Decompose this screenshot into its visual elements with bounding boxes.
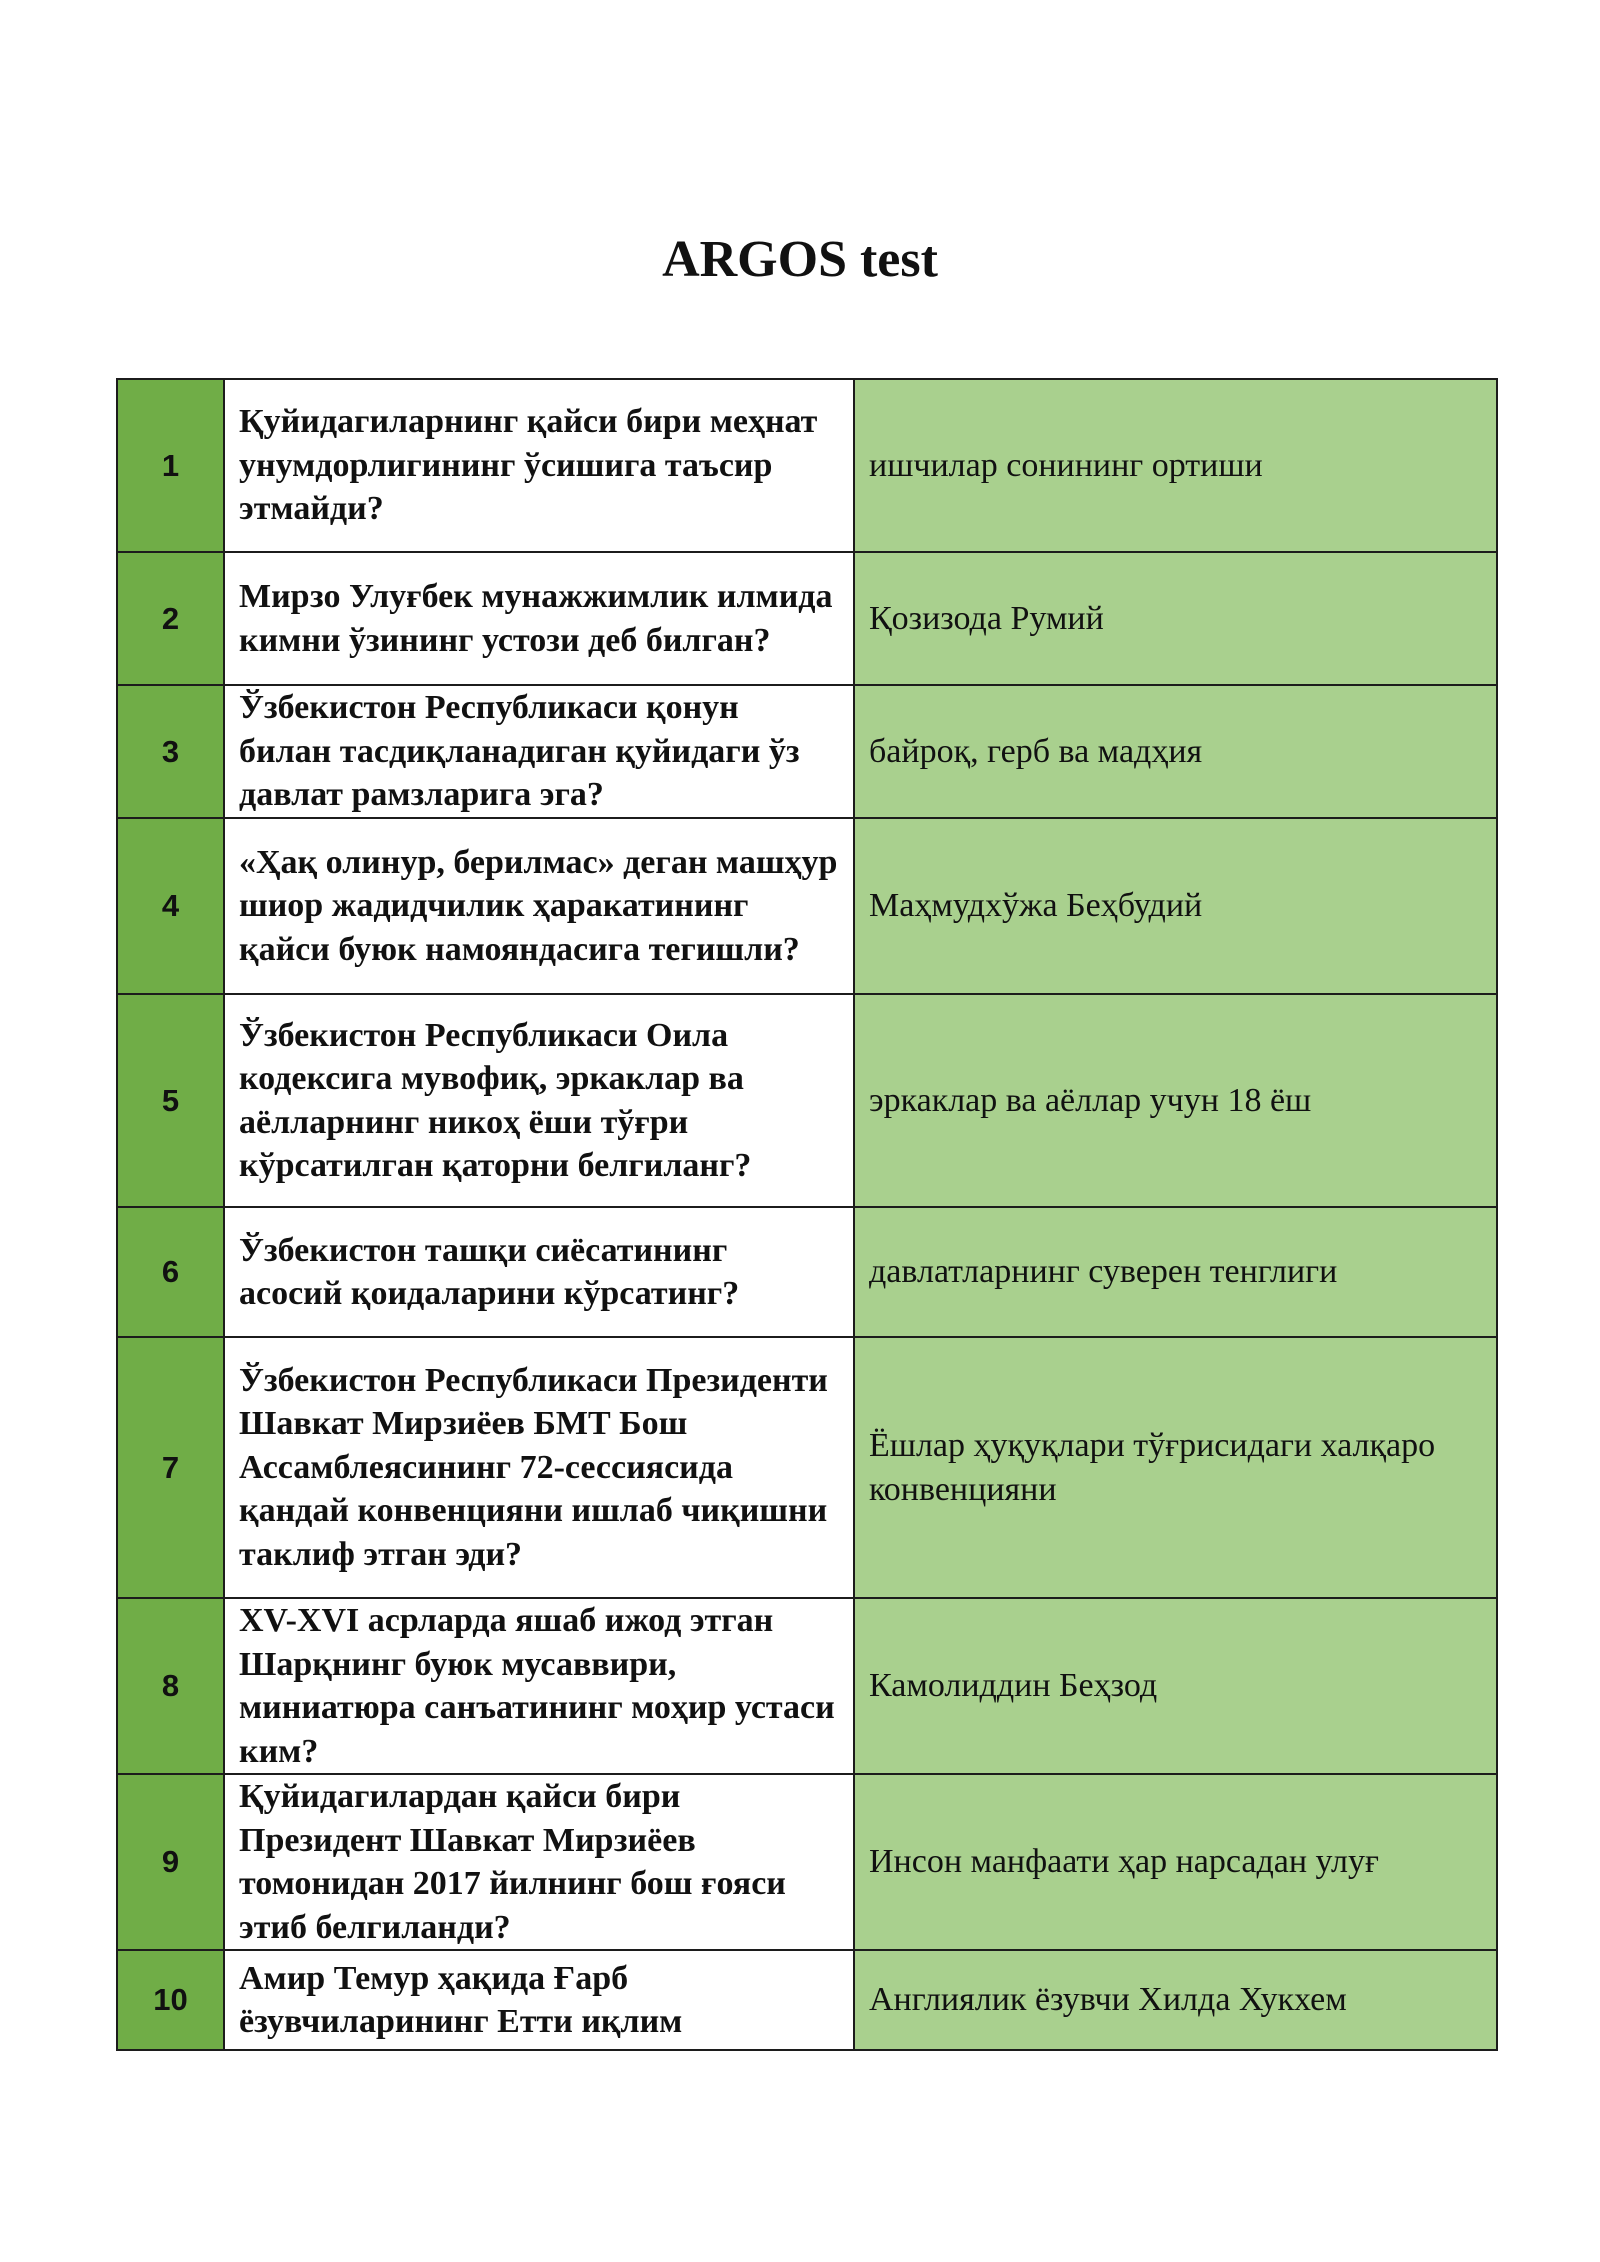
row-number: 3 (117, 685, 224, 818)
table-row (117, 994, 1497, 1207)
document-title: ARGOS test (662, 231, 938, 288)
row-number: 9 (117, 1774, 224, 1950)
answer-cell: эркаклар ва аёллар учун 18 ёш (854, 994, 1497, 1207)
answer-cell: Ёшлар ҳуқуқлари тўғрисидаги халқаро конвенцияни (854, 1337, 1497, 1598)
answer-cell: давлатларнинг суверен тенглиги (854, 1207, 1497, 1337)
row-number: 7 (117, 1337, 224, 1598)
table-row (117, 1598, 1497, 1774)
question-cell: Амир Темур ҳақида Ғарб ёзувчиларининг Етти иқлим (224, 1950, 854, 2050)
answer-cell: Қозизода Румий (854, 552, 1497, 685)
answer-cell: Камолиддин Беҳзод (854, 1598, 1497, 1774)
row-number: 6 (117, 1207, 224, 1337)
table-row (117, 1337, 1497, 1598)
question-cell: «Ҳақ олинур, берилмас» деган машҳур шиор жадидчилик ҳаракатининг қайси буюк намояндасига тегишли? (224, 818, 854, 994)
answer-cell: байроқ, герб ва мадҳия (854, 685, 1497, 818)
question-cell: Ўзбекистон Республикаси Оила кодексига мувофиқ, эркаклар ва аёлларнинг никоҳ ёши тўғри кўрсатилган қаторни белгиланг? (224, 994, 854, 1207)
row-number: 10 (117, 1950, 224, 2050)
question-cell: Ўзбекистон ташқи сиёсатининг асосий қоидаларини кўрсатинг? (224, 1207, 854, 1337)
table-row (117, 685, 1497, 818)
question-cell: Қуйидагилардан қайси бири Президент Шавкат Мирзиёев томонидан 2017 йилнинг бош ғояси этиб белгиланди? (224, 1774, 854, 1950)
table-row (117, 1207, 1497, 1337)
table-row (117, 818, 1497, 994)
question-cell: XV-XVI асрларда яшаб ижод этган Шарқнинг буюк мусаввири, миниатюра санъатининг моҳир устаси ким? (224, 1598, 854, 1774)
row-number: 5 (117, 994, 224, 1207)
table-row (117, 1950, 1497, 2050)
answer-cell: Англиялик ёзувчи Хилда Хукхем (854, 1950, 1497, 2050)
row-number: 4 (117, 818, 224, 994)
row-number: 8 (117, 1598, 224, 1774)
answer-cell: Маҳмудхўжа Беҳбудий (854, 818, 1497, 994)
question-cell: Ўзбекистон Республикаси Президенти Шавкат Мирзиёев БМТ Бош Ассамблеясининг 72-сессиясида қандай конвенцияни ишлаб чиқишни таклиф этган эди? (224, 1337, 854, 1598)
answer-cell: Инсон манфаати ҳар нарсадан улуғ (854, 1774, 1497, 1950)
table-row (117, 552, 1497, 685)
table-row (117, 379, 1497, 552)
answer-cell: ишчилар сонининг ортиши (854, 379, 1497, 552)
question-cell: Мирзо Улуғбек мунажжимлик илмида кимни ўзининг устози деб билган? (224, 552, 854, 685)
question-cell: Ўзбекистон Республикаси қонун билан тасдиқланадиган қуйидаги ўз давлат рамзларига эга? (224, 685, 854, 818)
row-number: 1 (117, 379, 224, 552)
row-number: 2 (117, 552, 224, 685)
quiz-table (116, 378, 1498, 2051)
question-cell: Қуйидагиларнинг қайси бири меҳнат унумдорлигининг ўсишига таъсир этмайди? (224, 379, 854, 552)
table-row (117, 1774, 1497, 1950)
